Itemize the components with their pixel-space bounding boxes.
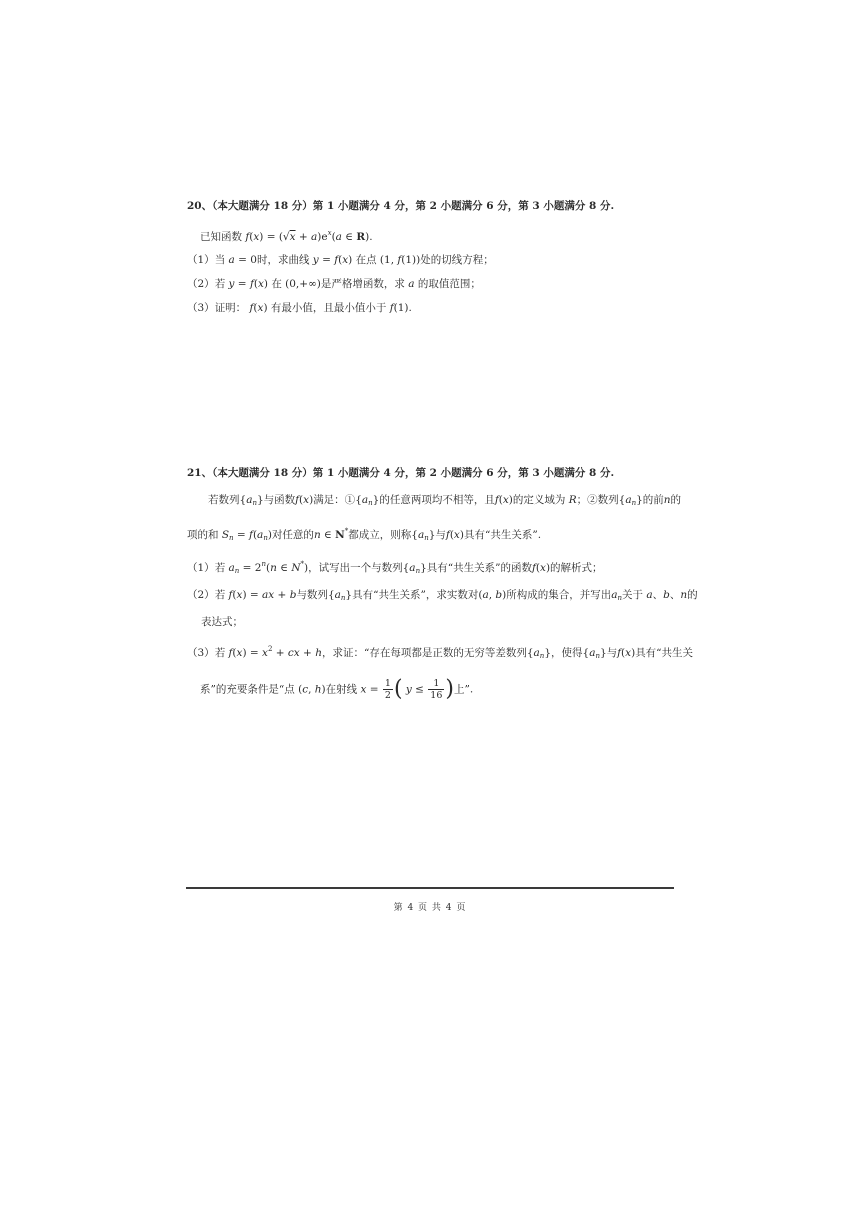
q21-part3-text: 与 [606, 647, 618, 659]
q21-part3: （3）若 $f(x) = x^2$ + cx + h，求证：“存在每项都是正数的无穷等差数列$\{a_n\}$，使得$\{a_n\}$与f(x)具有“共生关 [187, 645, 694, 660]
q20-part3-label: （3） [187, 302, 215, 314]
q20-given-suffix: . [369, 231, 373, 243]
fraction-half: $\frac{1}{2}$ [384, 678, 391, 701]
q20-part1-text: 当 [214, 254, 226, 266]
q20-part1-text: 处的切线方程； [420, 254, 494, 266]
q21-part1-text: 若 [214, 562, 226, 574]
q21-part1-text: ，试写出一个与数列 [308, 562, 403, 574]
q21-part2-text: 所构成的集合，并写出 [506, 589, 612, 601]
q21-intro-text: 与函数 [263, 494, 296, 506]
q21-part2-text: 关于 [622, 589, 644, 601]
q20-part2-text: 的取值范围； [417, 278, 481, 290]
q20-part3: （3）证明： f(x) 有最小值，且最小值小于 f(1). [187, 302, 412, 314]
q20-part1-label: （1） [187, 254, 215, 266]
q21-part3-text: ，使得 [551, 647, 583, 659]
q21-intro-text: 的前 [642, 494, 664, 506]
q21-part3-text: 上”. [453, 683, 474, 696]
footer-divider [186, 887, 674, 889]
q21-part3-text: 具有“共生关 [635, 647, 694, 659]
q21-part3-label: （3） [187, 647, 215, 659]
q20-part1-text: 时，求曲线 [256, 254, 310, 266]
q21-intro-line1: 若数列$\{a_n\}$与函数f(x)满足：$①\{a_n\}$的任意两项均不相等，且f(x)的定义域为 R；②数列$\{a_n\}$的前n的 [208, 494, 682, 507]
q21-intro-text: 的任意两项均不相等，且 [379, 494, 495, 506]
q21-part1-text: 具有“共生关系”的函数 [426, 562, 533, 574]
q21-intro-text: 满足：① [313, 494, 356, 506]
q21-part3-text: 系”的充要条件是“点 [200, 683, 295, 696]
q20-given-prefix: 已知函数 [200, 231, 242, 243]
q21-part3-text: ，求证：“存在每项都是正数的无穷等差数列 [321, 647, 527, 659]
q20-given: 已知函数 $f(x) = (√x + a)e^x(a$ ∈ R). [200, 229, 373, 243]
q21-part3-text: 若 [214, 647, 226, 659]
q20-part3-text: 有最小值，且最小值小于 [270, 302, 387, 314]
q21-part2-text: 、 [652, 589, 664, 601]
q20-part2: （2）若 y = f(x) 在 (0,+∞)是严格增函数，求 a 的取值范围； [187, 278, 481, 290]
q20-part1-text: 在点 [355, 254, 377, 266]
q21-part2-text: 与数列 [296, 589, 328, 601]
q21-intro-text: 项的和 [187, 529, 219, 541]
q21-part2-text: 的 [687, 589, 698, 601]
q21-header: 21、（本大题满分 18 分）第 1 小题满分 4 分，第 2 小题满分 6 分，第 3 小题满分 8 分. [187, 467, 615, 479]
q21-part1-text: 的解析式； [550, 562, 603, 574]
q20-part1: （1）当 a = 0时，求曲线 y = f(x) 在点 (1, f(1))处的切线方程； [187, 254, 494, 266]
q20-part2-label: （2） [187, 278, 215, 290]
q20-part3-text: 证明： [214, 302, 247, 314]
q20-header: 20、（本大题满分 18 分）第 1 小题满分 4 分，第 2 小题满分 6 分，第 3 小题满分 8 分. [187, 200, 615, 212]
q21-intro-text: 与 [435, 529, 446, 541]
fraction-one-sixteenth: $\frac{1}{16}$ [430, 678, 443, 701]
q21-part3-text: 在射线 [325, 683, 358, 696]
q21-intro-text: ；②数列 [576, 494, 619, 506]
q20-part2-text: 若 [214, 278, 226, 290]
q21-intro-text: 都成立，则称 [348, 529, 412, 541]
q21-intro-text: 若数列 [208, 494, 240, 506]
q21-part2-text: 若 [214, 589, 226, 601]
q21-part2: （2）若 f(x) = ax + b与数列$\{a_n\}$具有“共生关系”，求实数对(a, b)所构成的集合，并写出$a_n$关于 a、b、n的 [187, 589, 698, 602]
q21-part3-cont: 系”的充要条件是“点 (c, h)在射线 x = $\frac{1}{2}$ ( y ≤ $\frac{1}{16}$ )上”. [200, 676, 474, 702]
q21-part1: （1）若 $a_n = 2^n(n$ ∈ N*)，试写出一个与数列$\{a_n\}$具有“共生关系”的函数f(x)的解析式； [187, 560, 603, 575]
q21-intro-text: 对任意的 [271, 529, 314, 541]
page-number: 第 4 页 共 4 页 [393, 903, 467, 913]
q20-part2-text: 是严格增函数，求 [320, 278, 405, 290]
q21-intro-text: 的定义域为 [512, 494, 566, 506]
q21-part2-label: （2） [187, 589, 215, 601]
q21-intro-line2: 项的和 $S_n = f(a_n)$对任意的n ∈ N*都成立，则称$\{a_n\}$与f(x)具有“共生关系”. [187, 527, 542, 542]
q20-part2-text: 在 [271, 278, 282, 290]
q21-part2-cont: 表达式； [201, 616, 243, 628]
q21-part2-text: 、 [669, 589, 681, 601]
q21-part1-label: （1） [187, 562, 215, 574]
q20-part3-text: . [408, 302, 412, 314]
q21-intro-text: 的 [670, 494, 682, 506]
q21-intro-text: 具有“共生关系”. [463, 529, 542, 541]
q21-part2-text: 具有“共生关系”，求实数对 [352, 589, 479, 601]
